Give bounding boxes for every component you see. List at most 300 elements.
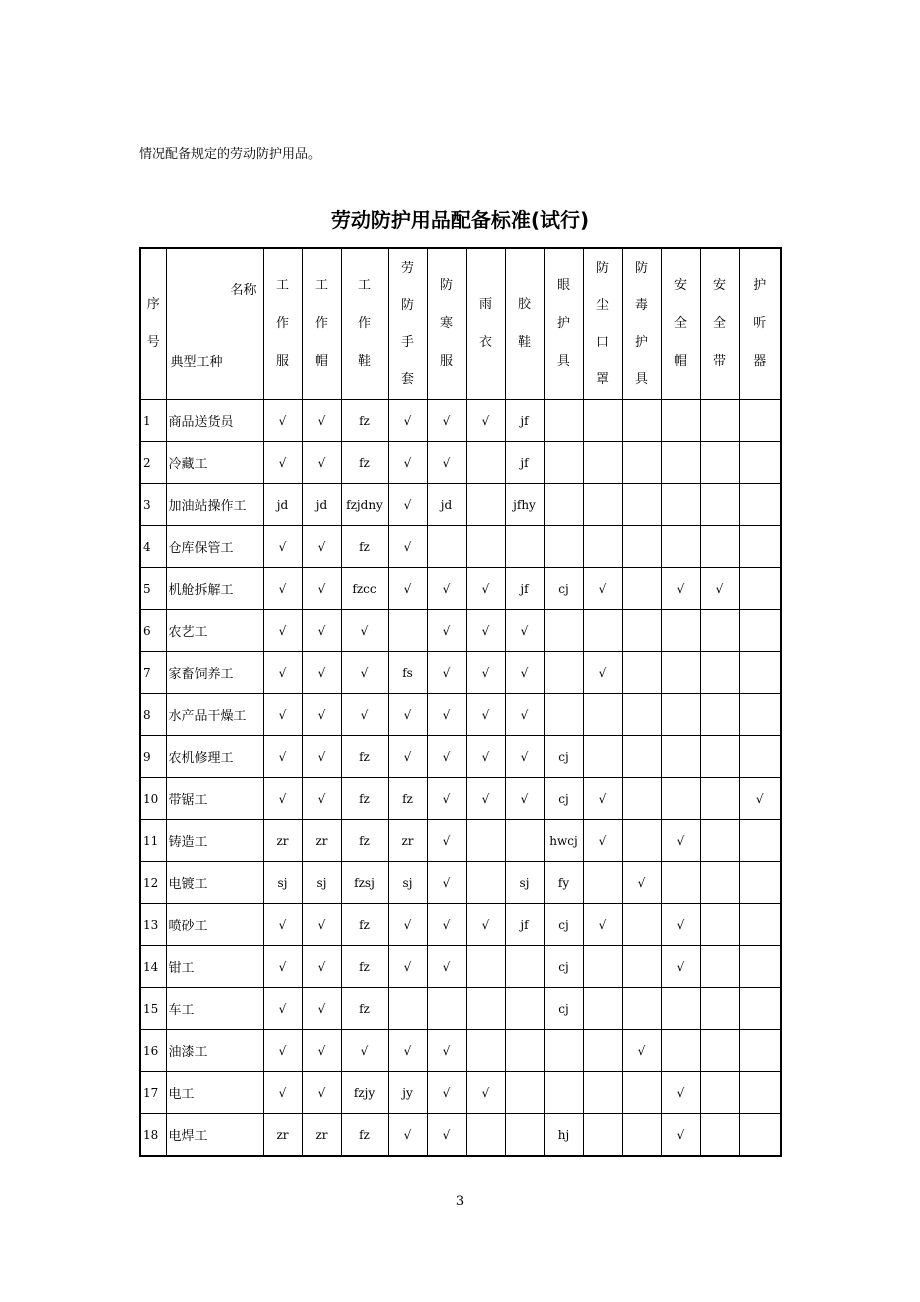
ppe-cell: √ xyxy=(263,694,302,736)
ppe-cell: zr xyxy=(263,1114,302,1157)
ppe-cell: fz xyxy=(341,820,388,862)
page-number: 3 xyxy=(455,1194,465,1209)
diagonal-header xyxy=(166,248,263,400)
ppe-cell xyxy=(622,1072,661,1114)
column-header-char: 安 xyxy=(673,278,687,293)
seq-header-char: 序 xyxy=(146,297,160,312)
ppe-cell xyxy=(544,652,583,694)
ppe-cell: jd xyxy=(263,484,302,526)
ppe-cell: √ xyxy=(263,1072,302,1114)
ppe-cell xyxy=(583,736,622,778)
ppe-cell: √ xyxy=(661,820,700,862)
ppe-cell xyxy=(661,442,700,484)
ppe-cell: √ xyxy=(466,610,505,652)
ppe-cell: √ xyxy=(427,652,466,694)
column-header-char: 服 xyxy=(439,354,453,369)
ppe-cell xyxy=(466,484,505,526)
ppe-cell xyxy=(739,1030,781,1072)
ppe-cell xyxy=(700,610,739,652)
job-type-cell: 机舱拆解工 xyxy=(166,568,263,610)
row-number: 2 xyxy=(140,442,166,484)
ppe-cell xyxy=(466,988,505,1030)
ppe-cell: fs xyxy=(388,652,427,694)
ppe-cell: √ xyxy=(427,1072,466,1114)
ppe-cell: √ xyxy=(583,568,622,610)
ppe-cell xyxy=(583,1030,622,1072)
ppe-cell: √ xyxy=(466,652,505,694)
ppe-cell: √ xyxy=(263,526,302,568)
ppe-cell xyxy=(544,484,583,526)
ppe-cell: hj xyxy=(544,1114,583,1157)
ppe-cell: √ xyxy=(427,778,466,820)
column-header-char: 眼 xyxy=(556,278,570,293)
column-header-char: 鞋 xyxy=(517,335,531,350)
column-header xyxy=(263,248,302,400)
row-number: 5 xyxy=(140,568,166,610)
ppe-cell: cj xyxy=(544,946,583,988)
ppe-cell: zr xyxy=(263,820,302,862)
ppe-cell xyxy=(700,736,739,778)
column-header xyxy=(341,248,388,400)
column-header-char: 听 xyxy=(753,316,767,331)
ppe-cell xyxy=(466,946,505,988)
ppe-cell: √ xyxy=(302,610,341,652)
ppe-cell: √ xyxy=(263,400,302,442)
table-row xyxy=(140,946,781,988)
table-title: 劳动防护用品配备标准(试行) xyxy=(330,208,590,232)
row-number: 6 xyxy=(140,610,166,652)
ppe-cell xyxy=(700,484,739,526)
column-header-char: 护 xyxy=(634,335,648,350)
diag-header-job-type: 典型工种 xyxy=(170,355,223,370)
ppe-cell: √ xyxy=(263,610,302,652)
job-type-cell: 电镀工 xyxy=(166,862,263,904)
ppe-cell: √ xyxy=(263,778,302,820)
ppe-cell xyxy=(622,442,661,484)
ppe-cell: √ xyxy=(388,484,427,526)
job-type-cell: 车工 xyxy=(166,988,263,1030)
ppe-cell: √ xyxy=(505,610,544,652)
ppe-cell: √ xyxy=(263,568,302,610)
ppe-cell xyxy=(739,862,781,904)
job-type-cell: 带锯工 xyxy=(166,778,263,820)
row-number: 4 xyxy=(140,526,166,568)
column-header xyxy=(302,248,341,400)
column-header-char: 具 xyxy=(634,372,648,387)
ppe-cell xyxy=(505,1114,544,1157)
ppe-cell: zr xyxy=(302,1114,341,1157)
ppe-cell xyxy=(739,946,781,988)
ppe-cell xyxy=(466,820,505,862)
ppe-cell xyxy=(661,862,700,904)
ppe-cell: √ xyxy=(583,904,622,946)
ppe-cell: √ xyxy=(427,1114,466,1157)
ppe-cell: √ xyxy=(466,778,505,820)
ppe-cell: √ xyxy=(661,946,700,988)
job-type-cell: 油漆工 xyxy=(166,1030,263,1072)
ppe-cell: sj xyxy=(388,862,427,904)
ppe-cell xyxy=(739,484,781,526)
ppe-cell: √ xyxy=(388,736,427,778)
ppe-cell: √ xyxy=(302,778,341,820)
ppe-cell xyxy=(583,946,622,988)
ppe-cell: √ xyxy=(263,988,302,1030)
ppe-cell xyxy=(583,862,622,904)
ppe-cell: jf xyxy=(505,904,544,946)
table-row xyxy=(140,1072,781,1114)
ppe-cell xyxy=(700,988,739,1030)
ppe-cell: zr xyxy=(388,820,427,862)
ppe-cell xyxy=(700,652,739,694)
column-header xyxy=(427,248,466,400)
ppe-cell xyxy=(622,736,661,778)
ppe-cell xyxy=(427,988,466,1030)
ppe-cell: cj xyxy=(544,736,583,778)
ppe-cell: fz xyxy=(341,1114,388,1157)
row-number: 17 xyxy=(140,1072,166,1114)
column-header-char: 工 xyxy=(357,278,371,293)
ppe-cell xyxy=(505,526,544,568)
column-header-char: 安 xyxy=(712,278,726,293)
row-number: 15 xyxy=(140,988,166,1030)
table-row xyxy=(140,652,781,694)
table-row xyxy=(140,400,781,442)
ppe-cell xyxy=(622,484,661,526)
header-row xyxy=(140,248,781,400)
column-header-char: 防 xyxy=(595,261,609,276)
ppe-cell xyxy=(661,736,700,778)
ppe-cell xyxy=(661,778,700,820)
row-number: 1 xyxy=(140,400,166,442)
ppe-cell xyxy=(544,400,583,442)
ppe-cell xyxy=(622,652,661,694)
ppe-cell: cj xyxy=(544,904,583,946)
ppe-cell: fz xyxy=(388,778,427,820)
seq-header xyxy=(140,248,166,400)
ppe-cell: √ xyxy=(341,652,388,694)
ppe-cell: sj xyxy=(505,862,544,904)
job-type-cell: 钳工 xyxy=(166,946,263,988)
column-header-char: 罩 xyxy=(595,372,609,387)
column-header-char: 尘 xyxy=(595,298,609,313)
ppe-cell xyxy=(661,610,700,652)
ppe-cell xyxy=(700,946,739,988)
ppe-cell xyxy=(466,1114,505,1157)
ppe-cell xyxy=(505,1072,544,1114)
ppe-cell: fz xyxy=(341,778,388,820)
column-header-char: 套 xyxy=(400,372,414,387)
ppe-cell xyxy=(700,526,739,568)
ppe-cell: sj xyxy=(302,862,341,904)
ppe-cell: √ xyxy=(341,1030,388,1072)
ppe-cell xyxy=(622,694,661,736)
ppe-cell: fz xyxy=(341,526,388,568)
ppe-cell: √ xyxy=(739,778,781,820)
job-type-cell: 电焊工 xyxy=(166,1114,263,1157)
ppe-cell xyxy=(583,442,622,484)
ppe-cell xyxy=(739,442,781,484)
ppe-cell: √ xyxy=(700,568,739,610)
ppe-cell: √ xyxy=(388,526,427,568)
ppe-cell xyxy=(505,1030,544,1072)
job-type-cell: 加油站操作工 xyxy=(166,484,263,526)
ppe-cell: √ xyxy=(466,1072,505,1114)
ppe-cell xyxy=(622,988,661,1030)
row-number: 11 xyxy=(140,820,166,862)
ppe-cell xyxy=(544,1072,583,1114)
ppe-cell: fz xyxy=(341,400,388,442)
column-header-char: 衣 xyxy=(478,335,492,350)
ppe-cell: fz xyxy=(341,904,388,946)
job-type-cell: 电工 xyxy=(166,1072,263,1114)
ppe-cell: fzjdny xyxy=(341,484,388,526)
ppe-cell xyxy=(661,484,700,526)
job-type-cell: 家畜饲养工 xyxy=(166,652,263,694)
ppe-cell xyxy=(739,1114,781,1157)
ppe-cell: √ xyxy=(302,988,341,1030)
diag-header-name: 名称 xyxy=(230,283,257,298)
job-type-cell: 喷砂工 xyxy=(166,904,263,946)
table-row xyxy=(140,988,781,1030)
row-number: 3 xyxy=(140,484,166,526)
ppe-cell: √ xyxy=(661,568,700,610)
row-number: 10 xyxy=(140,778,166,820)
ppe-cell xyxy=(700,1030,739,1072)
ppe-cell: √ xyxy=(583,820,622,862)
column-header xyxy=(544,248,583,400)
ppe-cell: cj xyxy=(544,568,583,610)
ppe-cell xyxy=(661,1030,700,1072)
column-header-char: 具 xyxy=(556,354,570,369)
row-number: 8 xyxy=(140,694,166,736)
ppe-cell: √ xyxy=(505,694,544,736)
ppe-cell xyxy=(583,988,622,1030)
ppe-cell xyxy=(544,610,583,652)
ppe-cell: √ xyxy=(466,400,505,442)
ppe-cell xyxy=(739,568,781,610)
job-type-cell: 农艺工 xyxy=(166,610,263,652)
table-row xyxy=(140,694,781,736)
row-number: 13 xyxy=(140,904,166,946)
ppe-cell xyxy=(427,526,466,568)
ppe-cell xyxy=(583,400,622,442)
ppe-cell xyxy=(505,820,544,862)
ppe-cell: jfhy xyxy=(505,484,544,526)
ppe-cell: jy xyxy=(388,1072,427,1114)
ppe-cell: √ xyxy=(583,778,622,820)
ppe-cell xyxy=(661,652,700,694)
row-number: 9 xyxy=(140,736,166,778)
table-row xyxy=(140,820,781,862)
ppe-cell: √ xyxy=(661,1114,700,1157)
ppe-cell: √ xyxy=(302,694,341,736)
ppe-cell: √ xyxy=(263,442,302,484)
ppe-cell xyxy=(661,400,700,442)
column-header-char: 帽 xyxy=(673,354,687,369)
table-row xyxy=(140,484,781,526)
table-row xyxy=(140,1030,781,1072)
column-header-char: 毒 xyxy=(634,298,648,313)
column-header xyxy=(661,248,700,400)
ppe-cell: √ xyxy=(302,568,341,610)
table-row xyxy=(140,442,781,484)
table-row xyxy=(140,778,781,820)
column-header-char: 雨 xyxy=(478,297,492,312)
ppe-cell: √ xyxy=(302,1072,341,1114)
ppe-cell: jd xyxy=(302,484,341,526)
ppe-cell xyxy=(739,904,781,946)
ppe-cell: fz xyxy=(341,736,388,778)
row-number: 14 xyxy=(140,946,166,988)
ppe-cell xyxy=(583,484,622,526)
ppe-cell: √ xyxy=(427,442,466,484)
ppe-cell xyxy=(700,820,739,862)
column-header-char: 服 xyxy=(275,354,289,369)
column-header-char: 帽 xyxy=(314,354,328,369)
ppe-cell: √ xyxy=(661,904,700,946)
ppe-cell: √ xyxy=(427,568,466,610)
ppe-cell: √ xyxy=(583,652,622,694)
column-header-char: 防 xyxy=(634,261,648,276)
ppe-cell: zr xyxy=(302,820,341,862)
column-header-char: 工 xyxy=(275,278,289,293)
ppe-cell: fz xyxy=(341,988,388,1030)
ppe-cell xyxy=(622,820,661,862)
ppe-cell: √ xyxy=(263,946,302,988)
column-header-char: 作 xyxy=(314,316,328,331)
ppe-cell: √ xyxy=(466,568,505,610)
ppe-cell: fzcc xyxy=(341,568,388,610)
ppe-cell xyxy=(466,442,505,484)
ppe-cell: jd xyxy=(427,484,466,526)
ppe-cell xyxy=(700,778,739,820)
ppe-cell: √ xyxy=(302,526,341,568)
ppe-cell: √ xyxy=(388,1030,427,1072)
column-header xyxy=(739,248,781,400)
ppe-cell: √ xyxy=(505,652,544,694)
table-row xyxy=(140,610,781,652)
row-number: 12 xyxy=(140,862,166,904)
ppe-cell: √ xyxy=(302,904,341,946)
ppe-cell: √ xyxy=(263,652,302,694)
ppe-cell xyxy=(544,526,583,568)
ppe-cell: √ xyxy=(427,1030,466,1072)
ppe-cell: √ xyxy=(466,736,505,778)
ppe-cell: hwcj xyxy=(544,820,583,862)
ppe-cell: √ xyxy=(622,862,661,904)
ppe-cell xyxy=(739,1072,781,1114)
ppe-cell: √ xyxy=(302,946,341,988)
ppe-cell: √ xyxy=(263,736,302,778)
ppe-cell: √ xyxy=(427,820,466,862)
ppe-cell xyxy=(622,526,661,568)
ppe-cell xyxy=(583,610,622,652)
ppe-cell: √ xyxy=(388,946,427,988)
ppe-cell: √ xyxy=(263,904,302,946)
column-header-char: 护 xyxy=(753,278,767,293)
ppe-cell xyxy=(739,400,781,442)
ppe-cell: √ xyxy=(427,946,466,988)
column-header-char: 护 xyxy=(556,316,570,331)
ppe-cell xyxy=(388,610,427,652)
ppe-cell xyxy=(622,946,661,988)
table-row xyxy=(140,862,781,904)
seq-header-char: 号 xyxy=(146,335,160,350)
ppe-cell xyxy=(466,862,505,904)
ppe-cell xyxy=(544,442,583,484)
ppe-cell: √ xyxy=(427,610,466,652)
ppe-cell: √ xyxy=(388,400,427,442)
ppe-cell: √ xyxy=(466,694,505,736)
ppe-cell: √ xyxy=(388,1114,427,1157)
ppe-cell: √ xyxy=(341,694,388,736)
ppe-cell: √ xyxy=(661,1072,700,1114)
column-header-char: 鞋 xyxy=(357,354,371,369)
ppe-cell: √ xyxy=(427,904,466,946)
column-header xyxy=(466,248,505,400)
column-header xyxy=(505,248,544,400)
ppe-cell: fy xyxy=(544,862,583,904)
ppe-cell xyxy=(739,988,781,1030)
column-header-char: 作 xyxy=(275,316,289,331)
ppe-cell xyxy=(700,442,739,484)
column-header xyxy=(388,248,427,400)
column-header-char: 口 xyxy=(595,335,609,350)
ppe-cell xyxy=(466,1030,505,1072)
ppe-cell xyxy=(583,1114,622,1157)
ppe-cell: √ xyxy=(505,778,544,820)
ppe-cell: √ xyxy=(388,904,427,946)
ppe-cell xyxy=(739,736,781,778)
job-type-cell: 仓库保管工 xyxy=(166,526,263,568)
ppe-cell: √ xyxy=(302,736,341,778)
ppe-cell: √ xyxy=(427,736,466,778)
ppe-cell: √ xyxy=(505,736,544,778)
ppe-cell: √ xyxy=(466,904,505,946)
ppe-cell xyxy=(661,694,700,736)
job-type-cell: 铸造工 xyxy=(166,820,263,862)
ppe-cell xyxy=(700,904,739,946)
ppe-cell xyxy=(388,988,427,1030)
ppe-cell: √ xyxy=(341,610,388,652)
ppe-cell: jf xyxy=(505,400,544,442)
ppe-cell: √ xyxy=(302,652,341,694)
ppe-cell xyxy=(661,988,700,1030)
column-header-char: 胶 xyxy=(517,297,531,312)
ppe-cell: sj xyxy=(263,862,302,904)
ppe-cell: √ xyxy=(427,400,466,442)
job-type-cell: 商品送货员 xyxy=(166,400,263,442)
ppe-cell: fzsj xyxy=(341,862,388,904)
column-header-char: 全 xyxy=(673,316,687,331)
job-type-cell: 冷藏工 xyxy=(166,442,263,484)
column-header-char: 器 xyxy=(753,354,767,369)
table-row xyxy=(140,1114,781,1157)
ppe-cell xyxy=(661,526,700,568)
column-header-char: 防 xyxy=(439,278,453,293)
ppe-cell xyxy=(700,694,739,736)
column-header-char: 防 xyxy=(400,298,414,313)
column-header-char: 寒 xyxy=(439,316,453,331)
ppe-cell: √ xyxy=(388,694,427,736)
ppe-cell xyxy=(622,400,661,442)
column-header xyxy=(622,248,661,400)
ppe-cell: jf xyxy=(505,442,544,484)
ppe-cell: √ xyxy=(388,568,427,610)
ppe-cell xyxy=(622,904,661,946)
table-row xyxy=(140,568,781,610)
ppe-cell xyxy=(622,568,661,610)
